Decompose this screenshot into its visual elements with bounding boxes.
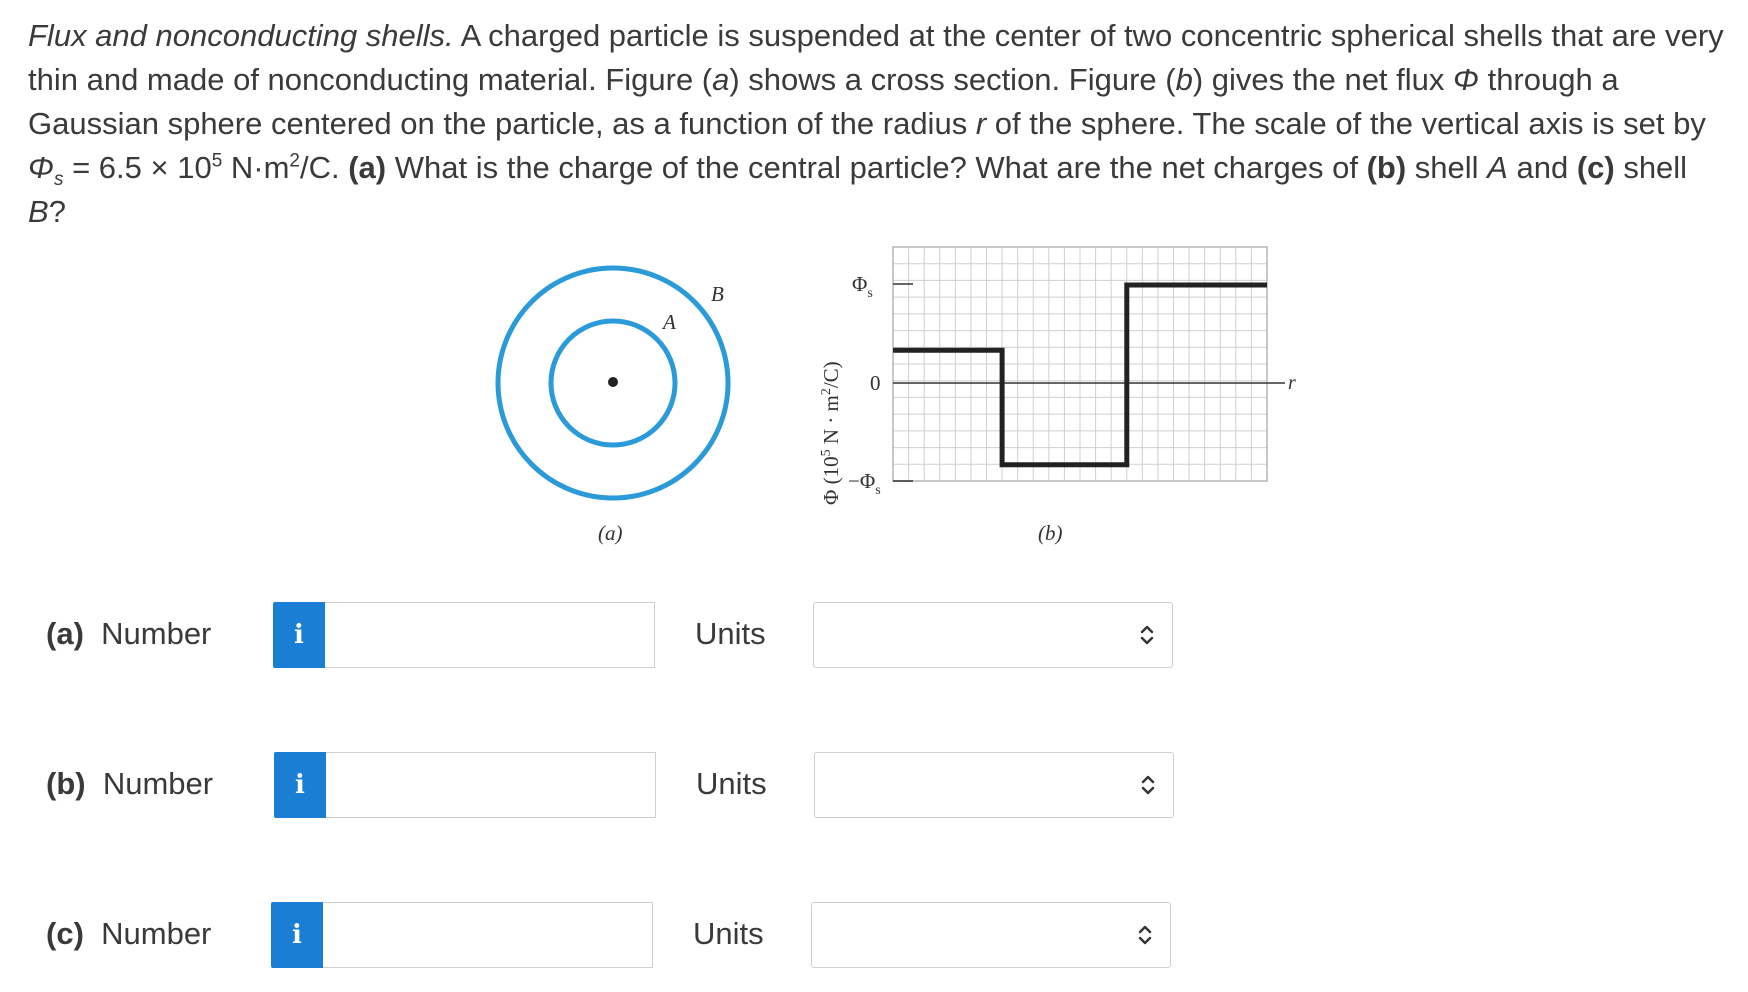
figure-ref-a: a [712,62,730,97]
shell-b-ref: B [28,194,49,229]
tick-label-top: $\Phi_s$ [852,272,873,301]
flux-symbol: Φ [1453,62,1479,97]
shell-a-ref: A [1487,150,1508,185]
chevron-up-down-icon [1141,771,1155,799]
central-particle [608,377,618,387]
number-input-b[interactable] [326,752,656,818]
chevron-up-down-icon [1140,621,1154,649]
figure-ref-b: b [1175,62,1193,97]
problem-text: ) shows a cross section. Figure ( [729,62,1176,97]
answer-row-b [0,752,1748,818]
flux-curve [893,285,1267,465]
info-button-b[interactable]: i [274,752,326,818]
figure-a [498,268,728,545]
problem-text: What is the charge of the central particle? What are the net charges of [386,150,1367,185]
units-label-c: Units [693,916,764,951]
question-b-label: (b) [1366,150,1407,185]
question-c-label: (c) [1576,150,1615,185]
y-axis-label: Φ ($10^5$ $N \cdot m^2/C$) [819,361,843,505]
shell-b-circle [498,268,728,498]
units-label-a: Units [695,616,766,651]
plot-frame [893,247,1267,481]
units-select-c[interactable] [811,902,1171,968]
exponent: 2 [289,150,300,172]
info-button-a[interactable]: i [273,602,325,668]
radius-symbol: r [975,106,987,141]
problem-title: Flux and nonconducting shells. [28,18,454,53]
question-a-label: (a) [348,150,387,185]
chevron-up-down-icon [1138,921,1152,949]
part-label-c: (c) Number [46,916,212,951]
x-axis-label: r [1288,372,1296,394]
problem-text: ) gives the net flux [1192,62,1454,97]
tick-label-bottom: $-\Phi_s$ [848,469,881,498]
exponent: 5 [211,150,223,172]
answer-row-a [0,602,1748,668]
problem-text: of the sphere. The scale of the vertical axis is set by [986,106,1706,141]
units-label-b: Units [696,766,767,801]
flux-scale-symbol: Φ [28,150,54,185]
problem-statement [28,14,1728,234]
units-select-b[interactable] [814,752,1174,818]
problem-text: through a Gaussian sphere centered on the particle, as a function of the radius [28,62,1619,141]
answer-row-c [0,902,1748,968]
problem-text: and [1507,150,1577,185]
problem-text: shell [1406,150,1488,185]
units-select-a[interactable] [813,602,1173,668]
number-input-a[interactable] [325,602,655,668]
info-button-c[interactable]: i [271,902,323,968]
number-input-c[interactable] [323,902,653,968]
part-label-b: (b) Number [46,766,214,801]
figure-b-caption: (b) [1038,521,1063,545]
tick-label-zero: 0 [870,371,881,395]
figure-b [819,247,1296,545]
problem-text: A charged particle is suspended at the center of two concentric spherical shells that are very thin and made of nonconducting material. Figure ( [28,18,1724,97]
problem-text: ? [48,194,66,229]
shell-a-circle [551,321,675,445]
flux-scale-subscript: s [53,169,64,191]
problem-text: = 6.5 × 10 [63,150,212,185]
figure-a-caption: (a) [598,521,623,545]
part-label-a: (a) Number [46,616,212,651]
problem-text: shell [1614,150,1688,185]
problem-text: /C. [300,150,349,185]
problem-text: N·m [222,150,290,185]
shell-b-label: B [711,282,724,306]
grid [893,247,1267,481]
shell-a-label: A [663,310,676,334]
